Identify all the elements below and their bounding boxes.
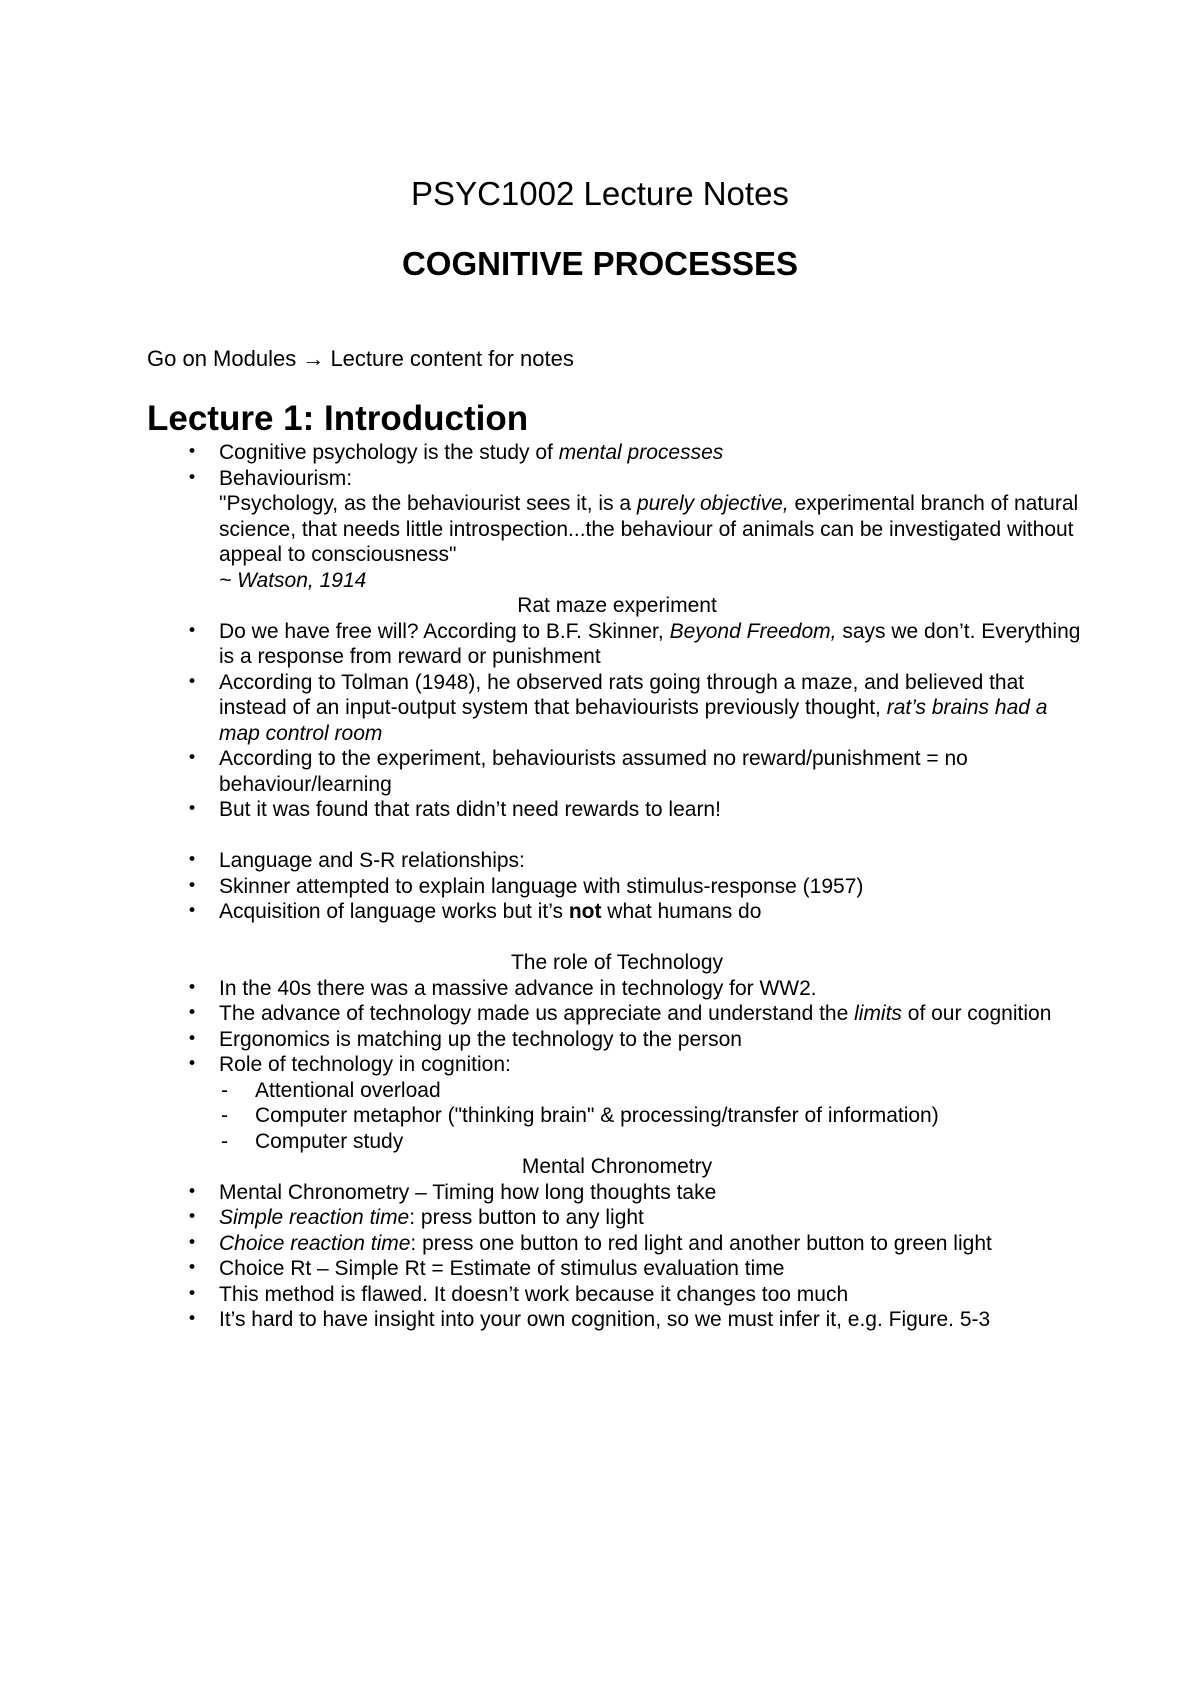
list-item: • According to Tolman (1948), he observed rats going through a maze, and believed that instead of an input-output system that behaviourists previously thought, rat’s brains had a map control room [147, 670, 1087, 747]
spacer [147, 823, 1087, 849]
nav-suffix: Lecture content for notes [324, 346, 574, 371]
watson-quote: "Psychology, as the behaviourist sees it, is a purely objective, experimental branch of natural science, that needs little introspection...the behaviour of animals can be investigated without appeal to consciousness" [219, 492, 1079, 566]
list-item: • But it was found that rats didn’t need rewards to learn! [147, 797, 1087, 823]
behaviourism-label: • Behaviourism: [219, 466, 353, 490]
list-item: • In the 40s there was a massive advance in technology for WW2. [147, 976, 1087, 1002]
list-item: • Ergonomics is matching up the technology to the person [147, 1027, 1087, 1053]
sub-list-item: - Computer study [219, 1129, 1087, 1155]
list-item: • Acquisition of language works but it’s not what humans do [147, 899, 1087, 925]
list-item: • Language and S-R relationships: [147, 848, 1087, 874]
section-label-technology: The role of Technology [510, 951, 724, 974]
language-list [147, 848, 1087, 925]
list-item: • Cognitive psychology is the study of mental processes [147, 440, 1087, 466]
technology-sublist [219, 1078, 1087, 1155]
list-item: • Simple reaction time: press button to any light [147, 1205, 1087, 1231]
spacer [147, 925, 1087, 951]
rat-maze-list [147, 619, 1087, 823]
list-item: • The advance of technology made us appreciate and understand the limits of our cognition [147, 1001, 1087, 1027]
quote-citation: ~ Watson, 1914 [219, 568, 367, 592]
list-item: • It’s hard to have insight into your own cognition, so we must infer it, e.g. Figure. 5-3 [147, 1307, 1087, 1333]
document-title: PSYC1002 Lecture Notes [411, 175, 789, 212]
sub-list-item: - Computer metaphor ("thinking brain" & processing/transfer of information) [219, 1103, 1087, 1129]
lecture-heading: Lecture 1: Introduction [147, 399, 529, 438]
list-item: • Mental Chronometry – Timing how long thoughts take [147, 1180, 1087, 1206]
navigation-instruction [147, 345, 574, 373]
sub-list-item: - Attentional overload [219, 1078, 1087, 1104]
list-item: • Do we have free will? According to B.F. Skinner, Beyond Freedom, says we don’t. Everything is a response from reward or punishment [147, 619, 1087, 670]
section-label-chronometry: Mental Chronometry [521, 1155, 713, 1178]
right-arrow-icon: → [302, 346, 325, 371]
list-item: • Skinner attempted to explain language with stimulus-response (1957) [147, 874, 1087, 900]
section-label-rat-maze: Rat maze experiment [517, 594, 717, 617]
list-item: • Choice Rt – Simple Rt = Estimate of stimulus evaluation time [147, 1256, 1087, 1282]
document-subtitle: COGNITIVE PROCESSES [401, 245, 799, 282]
lecture-body [147, 440, 1087, 1333]
nav-prefix: Go on Modules [147, 346, 297, 371]
list-item: • Choice reaction time: press one button to red light and another button to green light [147, 1231, 1087, 1257]
technology-list [147, 976, 1087, 1155]
list-item: • According to the experiment, behaviourists assumed no reward/punishment = no behaviour/learning [147, 746, 1087, 797]
list-item: • This method is flawed. It doesn’t work because it changes too much [147, 1282, 1087, 1308]
intro-list [147, 440, 1087, 593]
list-item [147, 466, 1087, 594]
chronometry-list [147, 1180, 1087, 1333]
list-item: • Role of technology in cognition: - Attentional overload - Computer metaphor ("thinking brain" & processing/transfer of information) - Computer study [147, 1052, 1087, 1154]
